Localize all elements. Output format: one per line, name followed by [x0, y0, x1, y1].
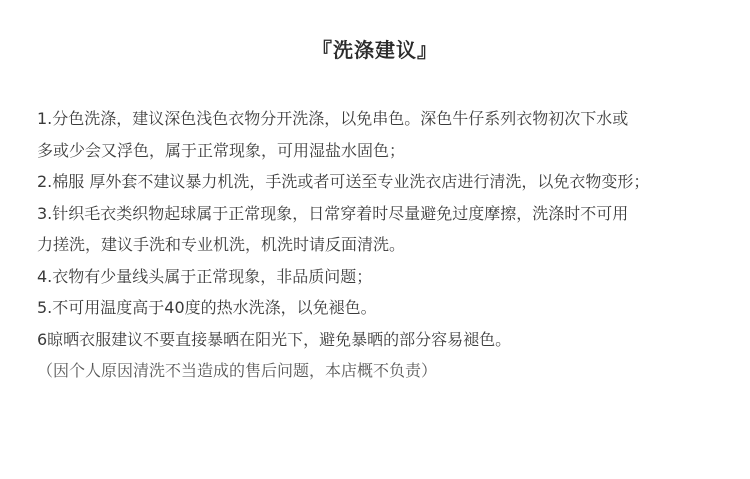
advice-list — [37, 103, 737, 387]
advice-line-3b: 力搓洗，建议手洗和专业机洗，机洗时请反面清洗。 — [37, 235, 406, 254]
advice-line-1a: 1.分色洗涤，建议深色浅色衣物分开洗涤，以免串色。深色牛仔系列衣物初次下水或 — [37, 109, 629, 128]
advice-line-6: 6晾晒衣服建议不要直接暴晒在阳光下，避免暴晒的部分容易褪色。 — [37, 329, 512, 349]
advice-line-1b: 多或少会又浮色，属于正常现象，可用湿盐水固色； — [37, 140, 406, 160]
page-title: 『洗涤建议』 — [312, 38, 438, 62]
advice-line-2: 2.棉服 厚外套不建议暴力机洗，手洗或者可送至专业洗衣店进行清洗，以免衣物变形； — [37, 172, 650, 191]
advice-line-5: 5.不可用温度高于40度的热水洗涤，以免褪色。 — [37, 298, 377, 317]
advice-line-4: 4.衣物有少量线头属于正常现象，非品质问题； — [37, 266, 373, 286]
advice-line-3a: 3.针织毛衣类织物起球属于正常现象，日常穿着时尽量避免过度摩擦，洗涤时不可用 — [37, 203, 629, 223]
disclaimer-note: （因个人原因清洗不当造成的售后问题，本店概不负责） — [37, 361, 438, 380]
